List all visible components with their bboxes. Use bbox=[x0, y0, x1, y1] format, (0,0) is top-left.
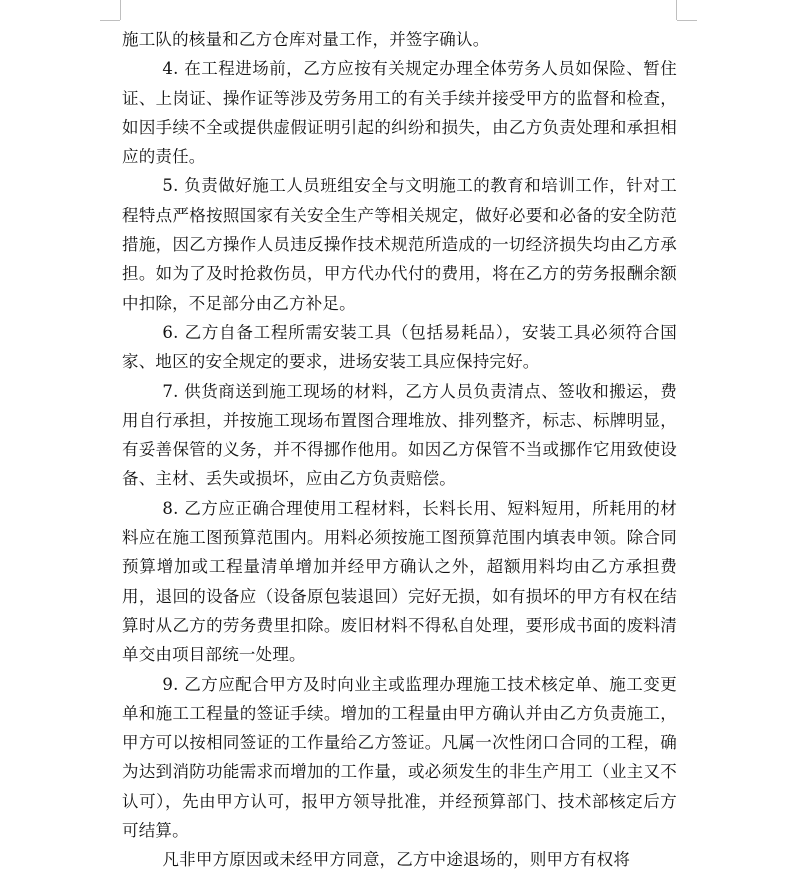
crop-mark-top-left-vertical bbox=[120, 0, 121, 20]
crop-mark-top-right-vertical bbox=[676, 0, 677, 20]
paragraph-clause-4: 4. 在工程进场前，乙方应按有关规定办理全体劳务人员如保险、暂住证、上岗证、操作证等涉及劳务用工的有关手续并接受甲方的监督和检查，如因手续不全或提供虚假证明引起的纠纷和损失，由乙方负责处理和承担相应的责任。 bbox=[122, 59, 677, 167]
paragraph-clause-5: 5. 负责做好施工人员班组安全与文明施工的教育和培训工作，针对工程特点严格按照国家有关安全生产等相关规定，做好必要和必备的安全防范措施，因乙方操作人员违反操作技术规范所造成的一切经济损失均由乙方承担。如为了及时抢救伤员，甲方代办代付的费用，将在乙方的劳务报酬余额中扣除，不足部分由乙方补足。 bbox=[122, 176, 677, 313]
paragraph-withdrawal: 凡非甲方原因或未经甲方同意，乙方中途退场的，则甲方有权将 bbox=[162, 850, 631, 870]
paragraph-continuation: 施工队的核量和乙方仓库对量工作，并签字确认。 bbox=[122, 30, 490, 49]
paragraph-clause-9: 9. 乙方应配合甲方及时向业主或监理办理施工技术核定单、施工变更单和施工工程量的签证手续。增加的工程量由甲方确认并由乙方负责施工，甲方可以按相同签证的工作量给乙方签证。凡属一次性闭口合同的工程，确为达到消防功能需求而增加的工作量，或必须发生的非生产用工（业主又不认可），先由甲方认可，报甲方领导批准，并经预算部门、技术部核定后方可结算。 bbox=[122, 674, 677, 841]
paragraph-clause-6: 6. 乙方自备工程所需安装工具（包括易耗品），安装工具必须符合国家、地区的安全规定的要求，进场安装工具应保持完好。 bbox=[122, 322, 677, 372]
document-body bbox=[122, 25, 677, 875]
paragraph-clause-8: 8. 乙方应正确合理使用工程材料，长料长用、短料短用，所耗用的材料应在施工图预算范围内。用料必须按施工图预算范围内填表申领。除合同预算增加或工程量清单增加并经甲方确认之外，超额用料均由乙方承担费用，退回的设备应（设备原包装退回）完好无损，如有损坏的甲方有权在结算时从乙方的劳务费里扣除。废旧材料不得私自处理，要形成书面的废料清单交由项目部统一处理。 bbox=[122, 498, 677, 665]
crop-mark-top-right-horizontal bbox=[677, 20, 697, 21]
crop-mark-top-left-horizontal bbox=[100, 20, 120, 21]
paragraph-clause-7: 7. 供货商送到施工现场的材料，乙方人员负责清点、签收和搬运，费用自行承担，并按施工现场布置图合理堆放、排列整齐，标志、标牌明显，有妥善保管的义务，并不得挪作他用。如因乙方保管不当或挪作它用致使设备、主材、丢失或损坏，应由乙方负责赔偿。 bbox=[122, 381, 677, 489]
